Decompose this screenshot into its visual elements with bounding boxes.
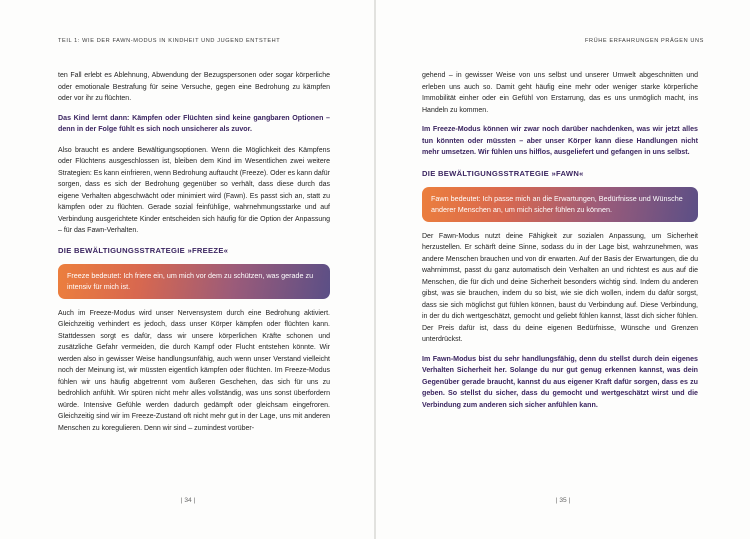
left-page — [0, 0, 374, 539]
body-paragraph: ten Fall erlebt es Ablehnung, Abwendung der Bezugspersonen oder sogar körperliche oder emotionale Bestrafung für seine Versuche, gegen eine Bedrohung zu kämpfen oder vor ihr zu flüchten. — [58, 72, 330, 102]
running-head: TEIL 1: WIE DER FAWN-MODUS IN KINDHEIT UND JUGEND ENTSTEHT — [58, 38, 281, 44]
section-heading: DIE BEWÄLTIGUNGSSTRATEGIE »FREEZE« — [58, 245, 229, 255]
page-number: | 34 | — [180, 497, 196, 504]
section-heading: DIE BEWÄLTIGUNGSSTRATEGIE »FAWN« — [422, 168, 584, 178]
page-number: | 35 | — [555, 497, 571, 504]
emphasis-paragraph: Das Kind lernt dann: Kämpfen oder Flüchten sind keine gangbaren Optionen – denn in der Folge fühlt es sich noch unsicherer als zuvor. — [58, 113, 330, 133]
right-page — [376, 0, 750, 539]
body-paragraph: Also braucht es andere Bewältigungsoptionen. Wenn die Möglichkeit des Kämpfens oder Flüchtens ausgeschlossen ist, bleiben dem Kind im Wesentlichen zwei weitere Strategien: Es kann einfrieren, wenn Bedrohung auftaucht (Freeze). Oder es kann dafür sorgen, dass es sich der Bedrohung gegenüber so verhält, dass diese durch das eigene Verhalten abgeschwächt oder minimiert wird (Fawn). Es passt sich an, statt zu kämpfen oder zu flüchten. Gerade sozial feinfühlige, wahrnehmungsstarke und auf Verbindung ausgerichtete Kinder entscheiden sich häufig für die Option der Anpassung – für das Fawn-Verhalten. — [58, 146, 330, 234]
running-head: FRÜHE ERFAHRUNGEN PRÄGEN UNS — [584, 38, 704, 44]
page-content — [58, 70, 330, 442]
page-content — [422, 70, 698, 420]
body-paragraph: Auch im Freeze-Modus wird unser Nervensystem durch eine Bedrohung aktiviert. Gleichzeitig verhindert es jedoch, dass unser Körper kämpfen oder flüchten kann. Stattdessen sorgt es dafür, dass wir unsere körperlichen Kräfte schonen und zusätzliche Gefahr vermeiden, die durch Kampf oder Flucht entstehen könnte. Wir werden also in gewisser Weise handlungsunfähig, auch wenn unser Verstand vielleicht noch der Meinung ist, wir müssten eigentlich kämpfen oder flüchten. Im Freeze-Modus fühlen wir uns häufig abgetrennt vom äußeren Geschehen, das sich für uns zu bedrohlich anfühlt. Wir spüren nicht mehr alles vollständig, was uns sonst überfordern würde. Intensive Gefühle werden dadurch gedämpft oder gleichsam eingefroren. Gleichzeitig sind wir im Freeze-Zustand oft nicht mehr gut in der Lage, uns mit anderen Menschen zu koregulieren. Denn wir sind – zumindest vorüber- — [58, 309, 330, 432]
emphasis-paragraph: Im Freeze-Modus können wir zwar noch darüber nachdenken, was wir jetzt alles tun könnten oder müssten – aber unser Körper kann diese Handlungen nicht mehr umsetzen. Wir fühlen uns hilflos, ausgeliefert und gefangen in uns selbst. — [422, 125, 698, 156]
callout-box — [422, 187, 698, 222]
callout-text: Freeze bedeutet: Ich friere ein, um mich vor dem zu schützen, was gerade zu intensiv für mich ist. — [67, 270, 314, 291]
body-paragraph: gehend – in gewisser Weise von uns selbst und unserer Umwelt abgeschnitten und erleben uns auch so. Damit geht häufig eine mehr oder weniger starke körperliche Immobilität einher oder ein Gefühl von Erstarrung, das es uns unmöglich macht, ins Handeln zu kommen. — [422, 72, 698, 114]
callout-box — [58, 264, 330, 299]
callout-text: Fawn bedeutet: Ich passe mich an die Erwartungen, Bedürfnisse und Wünsche anderer Menschen an, um mich sicher fühlen zu können. — [431, 193, 683, 214]
emphasis-paragraph: Im Fawn-Modus bist du sehr handlungsfähig, denn du stellst durch dein eigenes Verhalten Sicherheit her. Solange du nur gut genug erkennen kannst, was dein Gegenüber gerade braucht, kannst du aus eigener Kraft dafür sorgen, dass es zu geben. So stellst du sicher, dass du gemocht und wertgeschätzt wirst und die Verbindung zum anderen sich sicher anfühlen kann. — [422, 354, 698, 409]
body-paragraph: Der Fawn-Modus nutzt deine Fähigkeit zur sozialen Anpassung, um Sicherheit herzustellen. Er schärft deine Sinne, sodass du in der Lage bist, wahrzunehmen, was andere Menschen brauchen und von dir erwarten. Auf der Basis der Erwartungen, die du wahrnimmst, passt du ganz automatisch dein Verhalten an und richtest es aus auf die Menschen, die für dich und deine Sicherheit besonders wichtig sind. Indem du anderen gibst, was sie brauchen, indem du so bist, wie sie dich wollen, indem du dafür sorgst, dass sie sich möglichst gut fühlen können, baust du Verbindung auf. Diese Verbindung, in der du dich wertgeschätzt, gemocht und geliebt fühlen kannst, lässt dich sicher fühlen. Der Preis dafür ist, dass du deine eigenen Bedürfnisse, Wünsche und Grenzen unterdrückst. — [422, 232, 698, 343]
